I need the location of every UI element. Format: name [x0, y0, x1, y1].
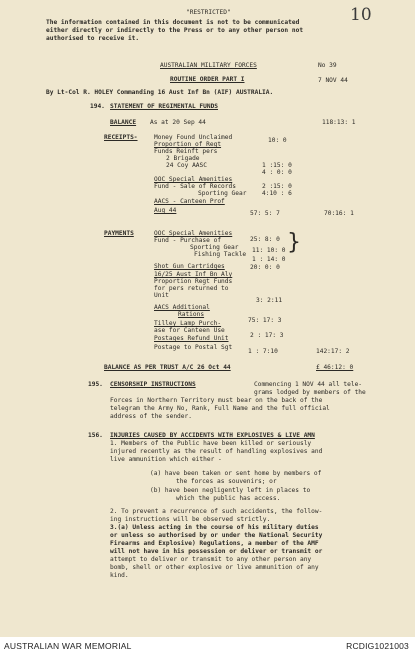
payment-amount: 2 : 17: 3: [250, 332, 284, 339]
section-196-line: (b) have been negligently left in places to: [150, 487, 311, 494]
order-part-title: ROUTINE ORDER PART I: [170, 76, 245, 83]
section-195-line: grams lodged by members of the: [254, 389, 366, 396]
section-196-line: the forces as souvenirs; or: [176, 478, 277, 485]
section-195-line: telegram the Army No, Rank, Full Name and the full official: [110, 405, 330, 412]
section-196-line: Firearms and Explosive) Regulations, a member of the AMF: [110, 540, 319, 547]
receipt-line: AACS - Canteen Prof: [154, 198, 225, 205]
section-196-line: which the public has access.: [176, 495, 281, 502]
payment-line: Unit: [154, 292, 169, 299]
archive-footer: [0, 637, 415, 654]
section-196-title: INJURIES CAUSED BY ACCIDENTS WITH EXPLOSIVES & LIVE AMN: [110, 432, 315, 439]
payment-line: AACS Additional: [154, 304, 210, 311]
section-195-title: CENSORSHIP INSTRUCTIONS: [110, 381, 196, 388]
receipt-line: OOC Special Amenities: [154, 176, 233, 183]
security-notice-line-2: either directly or indirectly to the Press or to any other person not: [46, 27, 304, 34]
order-number: No 39: [318, 62, 337, 69]
payment-amount: 1 : 14: 0: [252, 256, 286, 263]
restricted-marking: "RESTRICTED": [186, 9, 231, 16]
payment-line: OOC Special Amenities: [154, 230, 233, 237]
section-196-line: ing instructions will be observed strictly.: [110, 516, 271, 523]
receipt-line: Proportion of Regt: [154, 141, 222, 148]
receipt-line: 2 Brigade: [166, 155, 200, 162]
payment-line: ase for Canteen Use: [154, 327, 225, 334]
page-number-handwritten: 10: [350, 5, 372, 25]
organisation-title: AUSTRALIAN MILITARY FORCES: [160, 62, 257, 69]
payment-amount: 20: 0: 0: [250, 264, 280, 271]
balance-date: As at 20 Sep 44: [150, 119, 206, 126]
payments-label: PAYMENTS: [104, 230, 134, 237]
security-notice-line-3: authorised to receive it.: [46, 35, 140, 42]
section-196-line: injured recently as the result of handling explosives and: [110, 448, 323, 455]
receipt-amount: 10: 0: [268, 137, 287, 144]
payment-line: Shot Gun Cartridges: [154, 263, 225, 270]
receipt-amount: 2 :15: 0: [262, 183, 292, 190]
receipts-total: 70:16: 1: [324, 210, 354, 217]
section-196-number: 156.: [88, 432, 103, 439]
section-196-line: bomb, shell or other explosive or live ammunition of any: [110, 564, 319, 571]
section-195-line: Forces in Northern Territory must bear on the back of the: [110, 397, 323, 404]
payment-line: Sporting Gear: [190, 244, 239, 251]
footer-institution: AUSTRALIAN WAR MEMORIAL: [4, 641, 132, 651]
payment-line: Postage to Postal Sgt: [154, 344, 233, 351]
payment-amount: 25: 8: 0: [250, 236, 280, 243]
section-196-line: 1. Members of the Public have been killed or seriously: [110, 440, 312, 447]
section-196-line: (a) have been taken or sent home by members of: [150, 470, 322, 477]
section-196-line: or unless so authorised by or under the National Security: [110, 532, 323, 539]
bracket-mark: }: [287, 230, 301, 255]
receipts-label: RECEIPTS-: [104, 134, 138, 141]
balance-label: BALANCE: [110, 119, 137, 126]
section-195-line: Commencing 1 NOV 44 all tele-: [254, 381, 363, 388]
payment-amount: 11: 10: 0: [252, 247, 286, 254]
footer-record-id: RCDIG1021003: [346, 641, 409, 651]
trust-balance-label: BALANCE AS PER TRUST A/C 26 Oct 44: [104, 364, 231, 371]
payment-line: for pers returned to: [154, 285, 229, 292]
section-195-line: address of the sender.: [110, 413, 192, 420]
receipt-amount: 1 :15: 0: [262, 162, 292, 169]
receipt-amount: 4 : 0: 0: [262, 169, 292, 176]
payment-line: Rations: [178, 311, 205, 318]
payment-amount: 75: 17: 3: [248, 317, 282, 324]
receipt-line: Funds Reinft pers: [154, 148, 218, 155]
payment-line: Fund - Purchase of: [154, 237, 222, 244]
payment-amount: 3: 2:11: [256, 297, 283, 304]
receipt-line: Aug 44: [154, 207, 177, 214]
section-196-line: 2. To prevent a recurrence of such accidents, the follow-: [110, 508, 323, 515]
section-196-line: will not have in his possession or deliver or transmit or: [110, 548, 323, 555]
payment-line: Postages Refund Unit: [154, 335, 229, 342]
payment-line: 16/25 Aust Inf Bn Aly: [154, 271, 233, 278]
receipt-amount: 57: 5: 7: [250, 210, 280, 217]
payments-total: 142:17: 2: [316, 348, 350, 355]
payment-line: Fishing Tackle: [194, 251, 247, 258]
receipt-line: 24 Coy AASC: [166, 162, 207, 169]
security-notice-line-1: The information contained in this document is not to be communicated: [46, 19, 300, 26]
trust-balance-amount: £ 46:12: 0: [316, 364, 354, 371]
receipt-line: Money Found Unclaimed: [154, 134, 233, 141]
commanding-officer-line: By Lt-Col R. HOLEY Commanding 16 Aust Inf Bn (AIF) AUSTRALIA.: [46, 89, 274, 96]
section-196-line: live ammunition which either -: [110, 456, 222, 463]
section-194-title: STATEMENT OF REGIMENTAL FUNDS: [110, 103, 219, 110]
section-195-number: 195.: [88, 381, 103, 388]
payment-line: Tilley Lamp Purch-: [154, 320, 222, 327]
receipt-amount: 4:10 : 6: [262, 190, 292, 197]
section-196-line: attempt to deliver or transmit to any other person any: [110, 556, 312, 563]
order-date: 7 NOV 44: [318, 77, 348, 84]
section-196-line: kind.: [110, 572, 129, 579]
balance-amount: 118:13: 1: [322, 119, 356, 126]
receipt-line: Sporting Gear: [198, 190, 247, 197]
section-196-line: 3.(a) Unless acting in the course of his military duties: [110, 524, 319, 531]
section-194-number: 194.: [90, 103, 105, 110]
receipt-line: Fund - Sale of Records: [154, 183, 236, 190]
payment-amount: 1 : 7:10: [248, 348, 278, 355]
payment-line: Proportion Regt Funds: [154, 278, 233, 285]
